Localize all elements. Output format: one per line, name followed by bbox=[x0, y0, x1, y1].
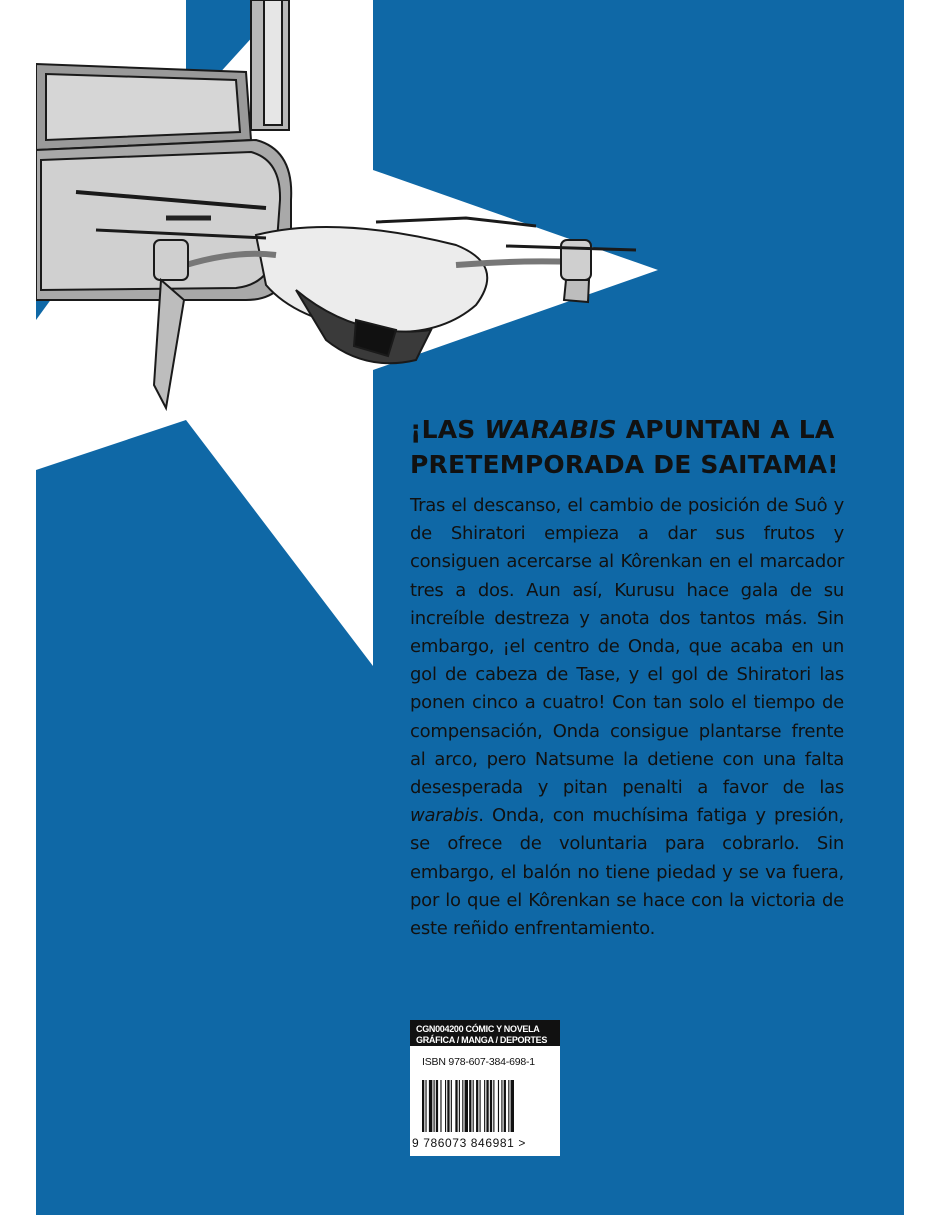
headline bbox=[410, 412, 870, 482]
barcode-bar bbox=[501, 1080, 502, 1132]
barcode-bar bbox=[480, 1080, 481, 1132]
barcode-bar bbox=[440, 1080, 441, 1132]
barcode-bar bbox=[473, 1080, 474, 1132]
barcode-bar bbox=[436, 1080, 438, 1132]
barcode-bar bbox=[498, 1080, 499, 1132]
synopsis-italic: warabis bbox=[410, 805, 479, 827]
headline-part1: ¡LAS bbox=[410, 415, 485, 444]
barcode-bar bbox=[451, 1080, 452, 1132]
headline-italic: WARABIS bbox=[484, 415, 617, 444]
barcode-bar bbox=[455, 1080, 457, 1132]
synopsis bbox=[410, 492, 844, 943]
barcode-bar bbox=[511, 1080, 514, 1132]
barcode-bar bbox=[422, 1080, 424, 1132]
category-line1: CGN004200 CÓMIC Y NOVELA bbox=[416, 1024, 540, 1034]
barcode-bar bbox=[434, 1080, 435, 1132]
barcode-bar bbox=[504, 1080, 506, 1132]
barcode-label bbox=[410, 1020, 560, 1156]
category-line2: GRÁFICA / MANGA / DEPORTES bbox=[416, 1035, 548, 1045]
barcode-bar bbox=[425, 1080, 426, 1132]
barcode-bar bbox=[447, 1080, 449, 1132]
barcode-bar bbox=[465, 1080, 468, 1132]
barcode-bar bbox=[486, 1080, 488, 1132]
barcode-icon bbox=[422, 1080, 548, 1136]
headline-part2: APUNTAN A LA PRETEMPORADA DE SAITAMA! bbox=[410, 415, 839, 479]
barcode-bar bbox=[484, 1080, 485, 1132]
category-banner bbox=[410, 1020, 560, 1046]
barcode-bar bbox=[476, 1080, 478, 1132]
barcode-bar bbox=[462, 1080, 463, 1132]
barcode-digits: 9 786073 846981 > bbox=[412, 1136, 526, 1150]
barcode-bar bbox=[429, 1080, 432, 1132]
barcode-bar bbox=[508, 1080, 509, 1132]
synopsis-part1: Tras el descanso, el cambio de posición de Suô y de Shiratori empieza a dar sus frutos y consiguen acercarse al Kôrenkan en el marcador tres a dos. Aun así, Kurusu hace gala de su increíble destreza y anota dos tantos más. Sin embargo, ¡el centro de Onda, que acaba en un gol de cabeza de Tase, y el gol de Shiratori las ponen cinco a cuatro! Con tan solo el tiempo de compensación, Onda consigue plantarse frente al arco, pero Natsume la detiene con una falta desesperada y pitan penalti a favor de las bbox=[410, 495, 844, 799]
back-cover bbox=[36, 0, 904, 1215]
isbn-text: ISBN 978-607-384-698-1 bbox=[422, 1056, 535, 1068]
synopsis-part2: . Onda, con muchísima fatiga y presión, se ofrece de voluntaria para cobrarlo. Sin embargo, el balón no tiene piedad y se va fuera, por lo que el Kôrenkan se hace con la victoria de este reñido enfrentamiento. bbox=[410, 805, 844, 940]
barcode-bar bbox=[459, 1080, 460, 1132]
barcode-bar bbox=[493, 1080, 494, 1132]
barcode-bar bbox=[490, 1080, 492, 1132]
barcode-bar bbox=[445, 1080, 446, 1132]
barcode-bar bbox=[469, 1080, 471, 1132]
